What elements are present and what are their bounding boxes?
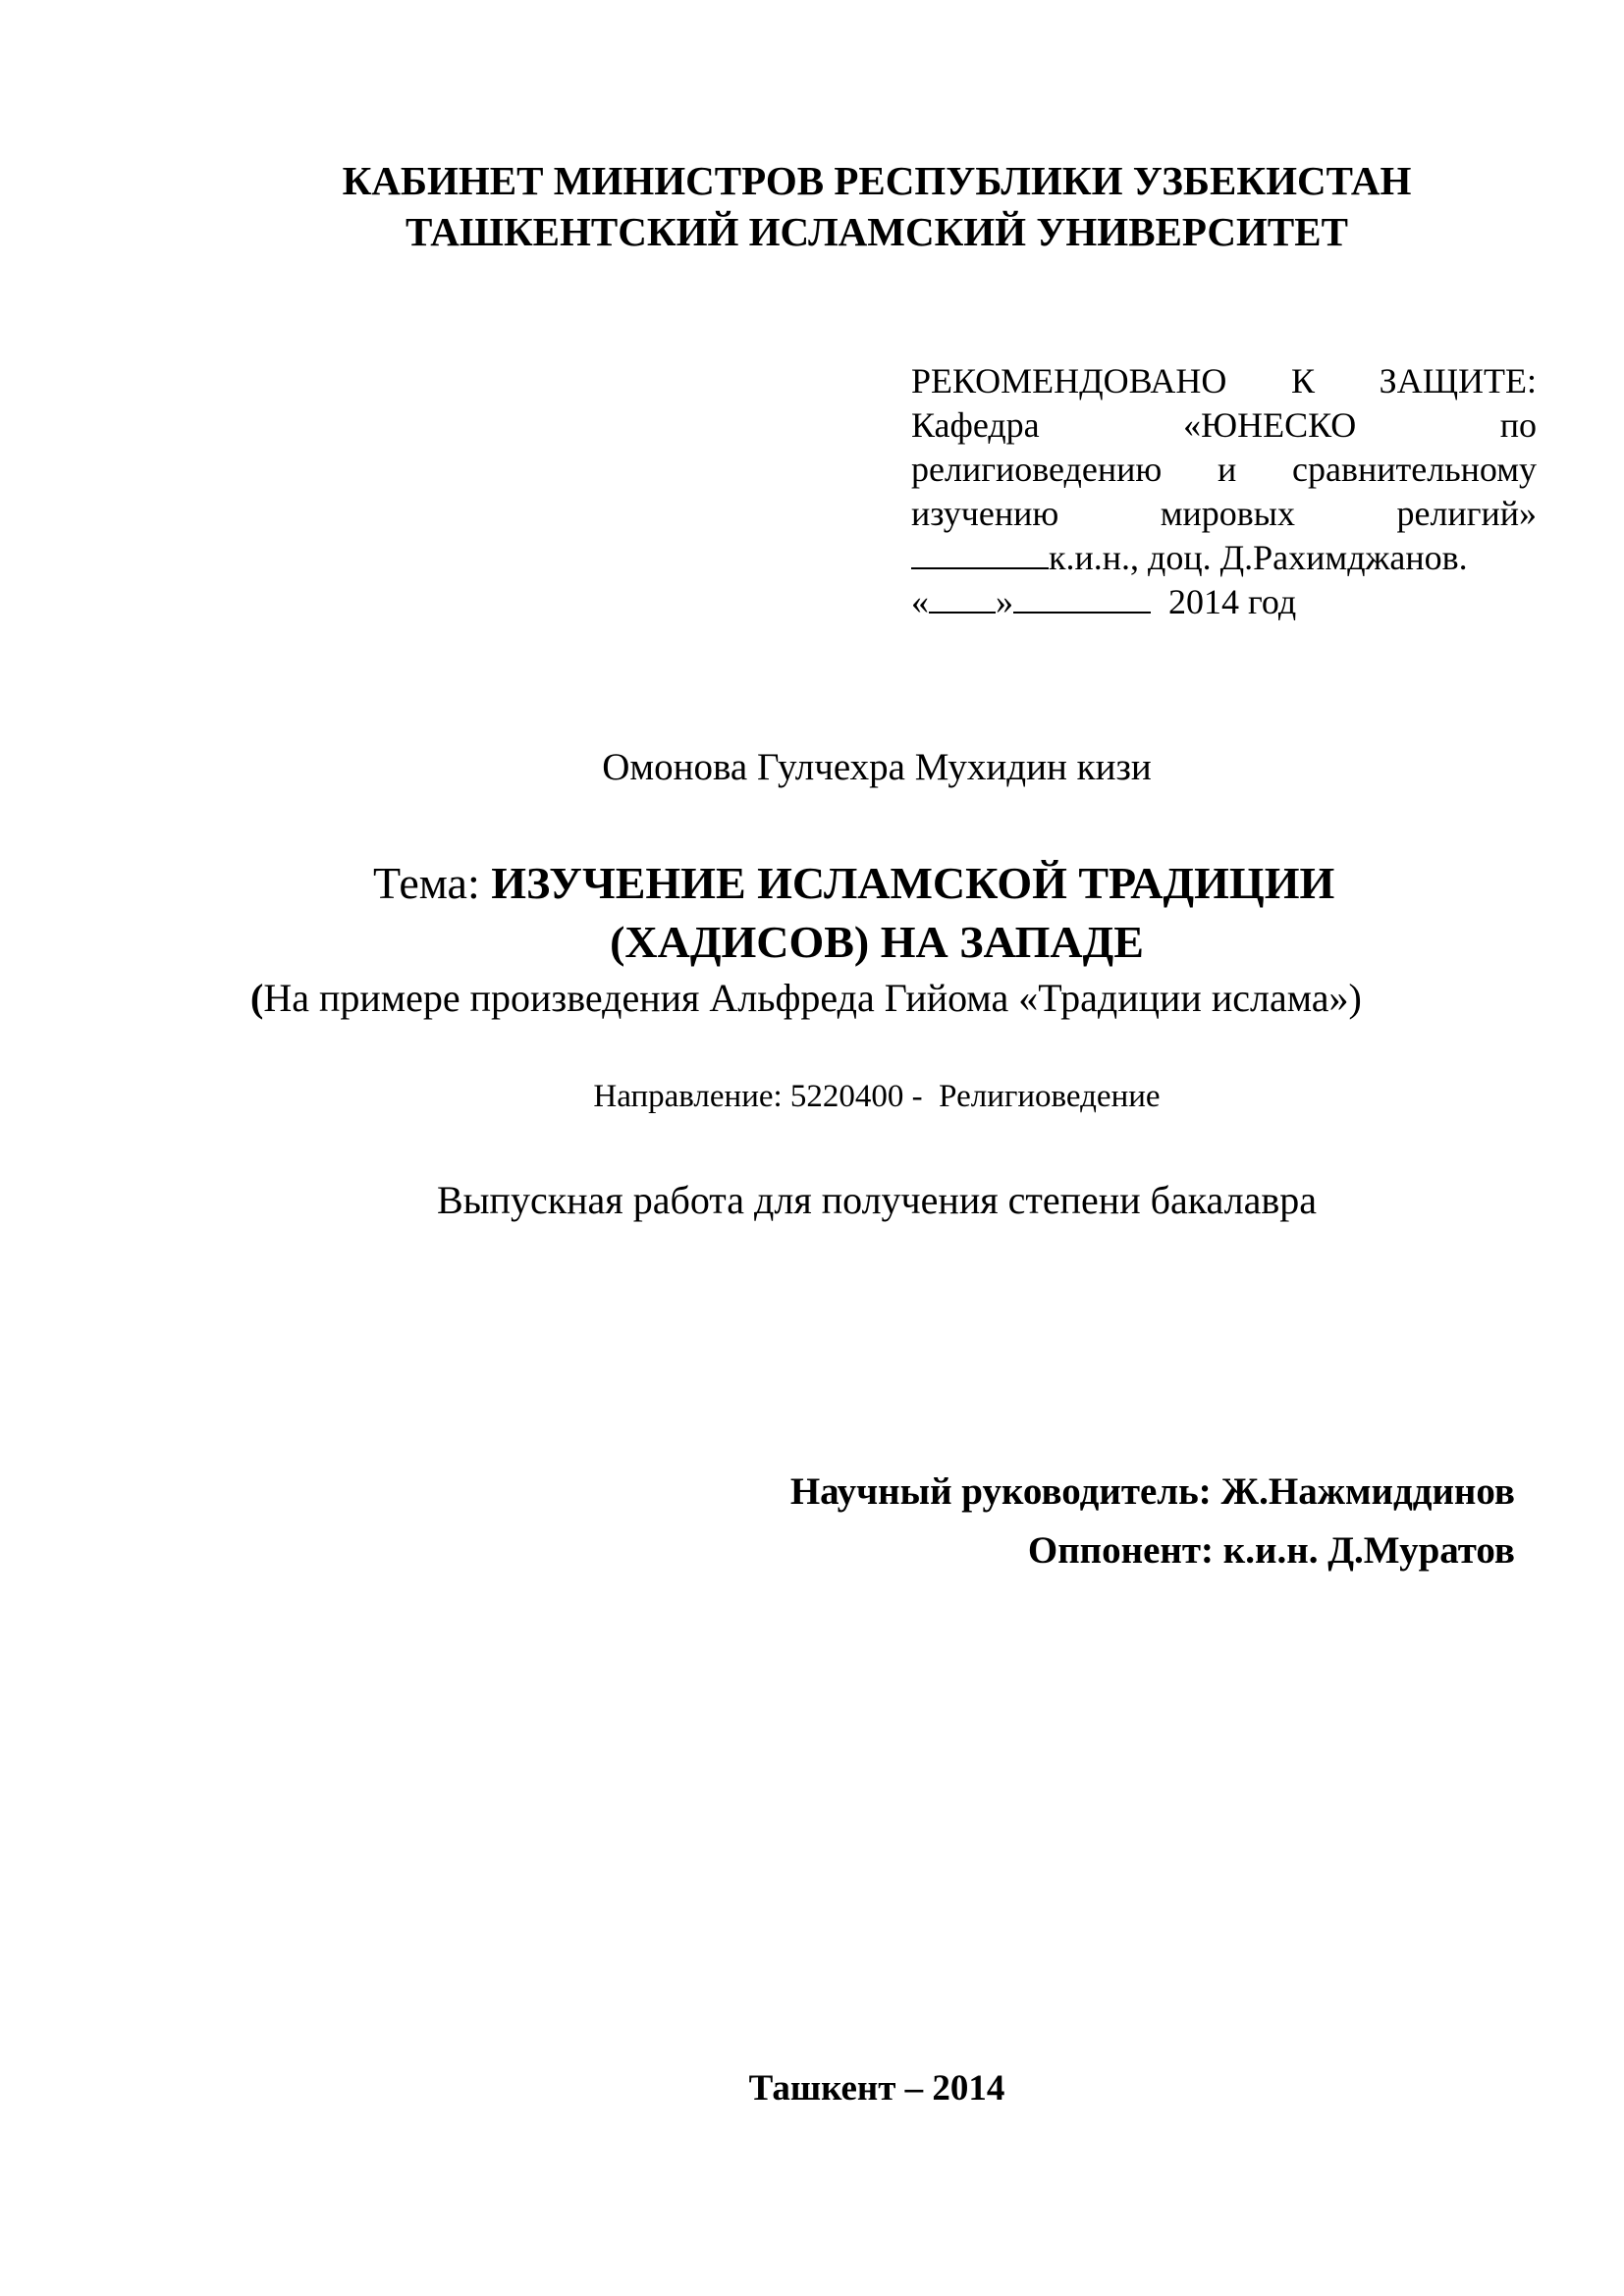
month-blank: [1013, 582, 1151, 614]
recommendation-year: 2014 год: [1168, 582, 1297, 621]
department-line3: изучению мировых религий»: [911, 494, 1537, 533]
institution-header: [0, 155, 1624, 257]
theme-title-line2: (ХАДИСОВ) НА ЗАПАДЕ: [610, 917, 1144, 967]
signature-line: [911, 536, 1537, 580]
subtitle-open-paren: (: [250, 976, 264, 1020]
advisors-block: [790, 1463, 1515, 1580]
theme-subtitle: [250, 974, 1362, 1023]
recommendation-block: [911, 359, 1537, 624]
day-blank: [929, 582, 996, 614]
recommendation-heading: РЕКОМЕНДОВАНО К ЗАЩИТЕ:: [911, 361, 1537, 400]
date-line: [911, 580, 1537, 624]
theme-title-line1: [373, 856, 1334, 911]
city-year-footer: Ташкент – 2014: [748, 2068, 1005, 2109]
degree-statement: Выпускная работа для получения степени бакалавра: [437, 1178, 1317, 1222]
theme-title-text: ИЗУЧЕНИЕ ИСЛАМСКОЙ ТРАДИЦИИ: [491, 858, 1335, 908]
signature-blank: [911, 538, 1049, 569]
date-close-quote: »: [996, 582, 1013, 621]
university-name: ТАШКЕНТСКИЙ ИСЛАМСКИЙ УНИВЕРСИТЕТ: [406, 209, 1348, 254]
signatory-name: к.и.н., доц. Д.Рахимджанов.: [1049, 538, 1468, 577]
supervisor-line: Научный руководитель: Ж.Нажмиддинов: [789, 1470, 1515, 1513]
author-name: Омонова Гулчехра Мухидин кизи: [602, 746, 1152, 788]
ministry-name: КАБИНЕТ МИНИСТРОВ РЕСПУБЛИКИ УЗБЕКИСТАН: [342, 158, 1412, 203]
study-direction: Направление: 5220400 - Религиоведение: [593, 1079, 1161, 1114]
department-line1: Кафедра «ЮНЕСКО по: [911, 405, 1537, 445]
subtitle-text: На примере произведения Альфреда Гийома «Традиции ислама»): [263, 976, 1362, 1020]
theme-prefix: Тема:: [373, 858, 492, 908]
opponent-line: Оппонент: к.и.н. Д.Муратов: [1027, 1529, 1515, 1572]
date-open-quote: «: [911, 582, 929, 621]
department-line2: религиоведению и сравнительному: [911, 450, 1537, 489]
